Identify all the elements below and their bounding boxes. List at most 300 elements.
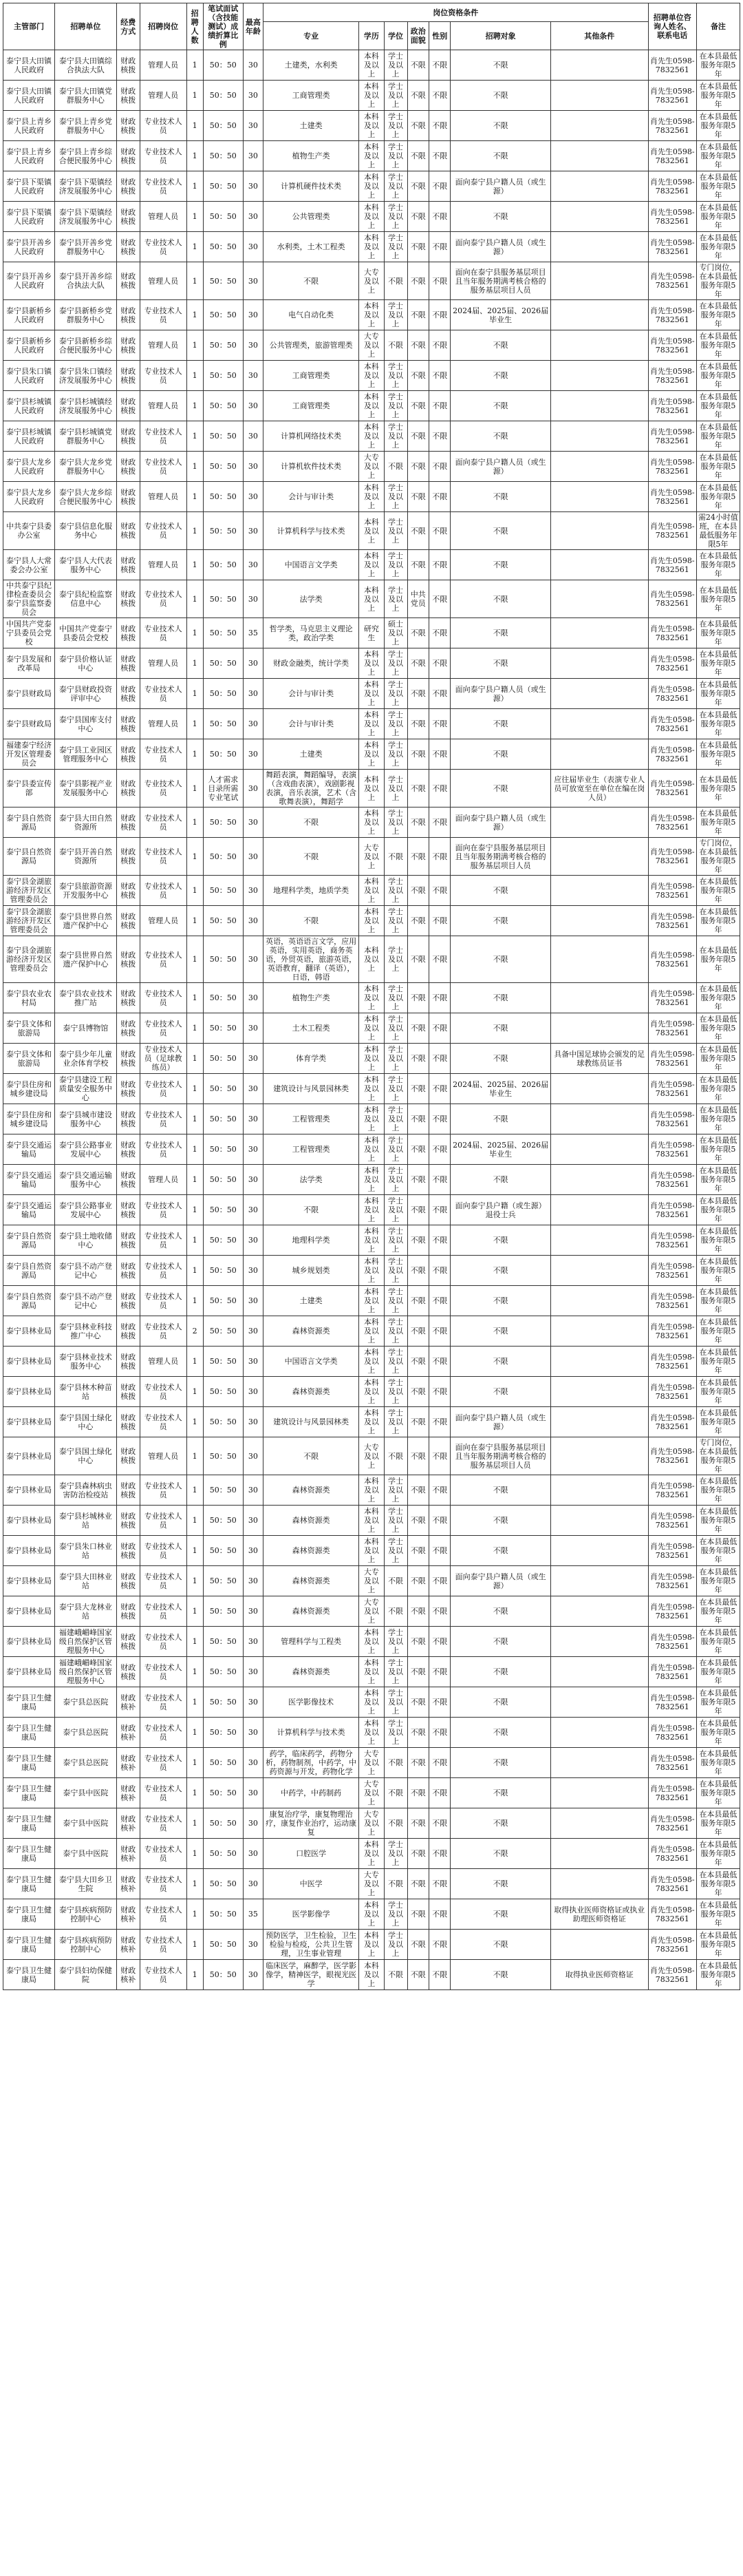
cell-target: 不限	[451, 1899, 550, 1930]
cell-count: 1	[186, 300, 203, 330]
cell-unit: 泰宁县世界自然遗产保护中心	[55, 936, 117, 983]
cell-other	[550, 1377, 648, 1407]
cell-major: 公共管理类	[263, 202, 358, 232]
cell-other	[550, 648, 648, 679]
cell-contact: 肖先生0598-7832561	[648, 679, 696, 709]
cell-target: 2024届、2025届、2026届毕业生	[451, 1074, 550, 1104]
cell-contact: 肖先生0598-7832561	[648, 1316, 696, 1347]
cell-political: 不限	[407, 550, 429, 580]
col-header-target: 招聘对象	[451, 22, 550, 50]
cell-other	[550, 1475, 648, 1506]
cell-gender: 不限	[429, 1808, 451, 1839]
cell-target: 不限	[451, 1718, 550, 1748]
cell-political: 不限	[407, 1808, 429, 1839]
cell-contact: 肖先生0598-7832561	[648, 1627, 696, 1657]
cell-contact: 肖先生0598-7832561	[648, 452, 696, 482]
cell-age: 30	[243, 1808, 263, 1839]
cell-edu: 本科及以上	[359, 1377, 384, 1407]
cell-major: 不限	[263, 262, 358, 300]
cell-major: 法学类	[263, 580, 358, 618]
cell-major: 工商管理类	[263, 81, 358, 111]
table-row	[3, 81, 740, 111]
cell-ratio: 50：50	[203, 936, 243, 983]
cell-degree: 学士及以上	[384, 770, 407, 807]
cell-major: 建筑设计与风景园林类	[263, 1407, 358, 1437]
cell-age: 30	[243, 452, 263, 482]
table-row	[3, 1960, 740, 1990]
cell-funding: 财政核拨	[116, 1347, 140, 1377]
cell-major: 森林资源类	[263, 1596, 358, 1627]
cell-contact: 肖先生0598-7832561	[648, 618, 696, 648]
cell-gender: 不限	[429, 936, 451, 983]
cell-other	[550, 1407, 648, 1437]
table-row	[3, 838, 740, 876]
cell-funding: 财政核拨	[116, 81, 140, 111]
cell-contact: 肖先生0598-7832561	[648, 391, 696, 421]
cell-unit: 泰宁县公路事业发展中心	[55, 1134, 117, 1165]
cell-funding: 财政核拨	[116, 936, 140, 983]
cell-count: 1	[186, 1506, 203, 1536]
cell-political: 不限	[407, 1657, 429, 1687]
cell-other	[550, 1134, 648, 1165]
cell-political: 不限	[407, 1074, 429, 1104]
cell-count: 1	[186, 1536, 203, 1566]
cell-count: 1	[186, 709, 203, 739]
cell-gender: 不限	[429, 300, 451, 330]
cell-count: 1	[186, 1748, 203, 1778]
cell-degree: 学士及以上	[384, 1195, 407, 1225]
cell-political: 不限	[407, 1347, 429, 1377]
cell-political: 不限	[407, 983, 429, 1013]
cell-funding: 财政核拨	[116, 1475, 140, 1506]
cell-remark: 在本县最低服务年限5年	[696, 300, 740, 330]
cell-degree: 硕士及以上	[384, 618, 407, 648]
cell-age: 30	[243, 1407, 263, 1437]
cell-unit: 泰宁县工业园区管理服务中心	[55, 739, 117, 770]
cell-remark: 在本县最低服务年限5年	[696, 1687, 740, 1718]
cell-funding: 财政核拨	[116, 141, 140, 171]
col-header-gender: 性别	[429, 22, 451, 50]
cell-post: 专业技术人员	[140, 1074, 186, 1104]
cell-major: 水利类，土木工程类	[263, 232, 358, 262]
cell-political: 不限	[407, 679, 429, 709]
cell-contact: 肖先生0598-7832561	[648, 81, 696, 111]
cell-other	[550, 618, 648, 648]
cell-count: 1	[186, 50, 203, 81]
cell-post: 专业技术人员	[140, 739, 186, 770]
cell-gender: 不限	[429, 1960, 451, 1990]
cell-ratio: 50：50	[203, 1286, 243, 1316]
cell-other	[550, 1596, 648, 1627]
cell-other	[550, 807, 648, 838]
cell-degree: 学士及以上	[384, 391, 407, 421]
cell-dept: 泰宁县住房和城乡建设局	[3, 1104, 55, 1134]
cell-target: 不限	[451, 202, 550, 232]
cell-other	[550, 1286, 648, 1316]
cell-unit: 泰宁县开善自然资源所	[55, 838, 117, 876]
cell-dept: 泰宁县林业局	[3, 1437, 55, 1475]
cell-edu: 本科及以上	[359, 770, 384, 807]
cell-gender: 不限	[429, 171, 451, 202]
col-header-count: 招聘人数	[186, 3, 203, 50]
cell-degree: 学士及以上	[384, 679, 407, 709]
cell-contact: 肖先生0598-7832561	[648, 111, 696, 141]
cell-edu: 大专及以上	[359, 1596, 384, 1627]
cell-edu: 本科及以上	[359, 232, 384, 262]
cell-political: 不限	[407, 770, 429, 807]
cell-funding: 财政核拨	[116, 482, 140, 512]
cell-ratio: 50：50	[203, 580, 243, 618]
table-row	[3, 1377, 740, 1407]
table-row	[3, 1104, 740, 1134]
cell-edu: 大专及以上	[359, 452, 384, 482]
cell-political: 不限	[407, 936, 429, 983]
table-row	[3, 983, 740, 1013]
cell-post: 管理人员	[140, 262, 186, 300]
table-row	[3, 1930, 740, 1960]
cell-major: 计算机科学与技术类	[263, 1718, 358, 1748]
cell-gender: 不限	[429, 452, 451, 482]
cell-dept: 泰宁县卫生健康局	[3, 1930, 55, 1960]
cell-degree: 学士及以上	[384, 1627, 407, 1657]
cell-political: 不限	[407, 482, 429, 512]
cell-post: 专业技术人员	[140, 983, 186, 1013]
cell-degree: 学士及以上	[384, 1134, 407, 1165]
cell-political: 不限	[407, 1225, 429, 1256]
cell-gender: 不限	[429, 232, 451, 262]
cell-target: 面向泰宁县户籍（或生源）退役士兵	[451, 1195, 550, 1225]
cell-funding: 财政核拨	[116, 580, 140, 618]
cell-gender: 不限	[429, 1869, 451, 1899]
cell-dept: 泰宁县卫生健康局	[3, 1839, 55, 1869]
cell-unit: 泰宁县下渠镇经济发展服务中心	[55, 171, 117, 202]
table-row	[3, 550, 740, 580]
cell-remark: 在本县最低服务年限5年	[696, 648, 740, 679]
cell-edu: 本科及以上	[359, 1013, 384, 1044]
cell-contact: 肖先生0598-7832561	[648, 421, 696, 452]
cell-ratio: 50：50	[203, 1407, 243, 1437]
cell-ratio: 50：50	[203, 1930, 243, 1960]
cell-edu: 本科及以上	[359, 1839, 384, 1869]
cell-degree: 不限	[384, 1748, 407, 1778]
cell-other	[550, 1256, 648, 1286]
cell-remark: 在本县最低服务年限5年	[696, 202, 740, 232]
cell-other	[550, 1778, 648, 1808]
cell-post: 专业技术人员	[140, 876, 186, 906]
table-row	[3, 1437, 740, 1475]
cell-political: 不限	[407, 262, 429, 300]
cell-count: 1	[186, 648, 203, 679]
cell-edu: 本科及以上	[359, 1718, 384, 1748]
cell-count: 1	[186, 1165, 203, 1195]
cell-gender: 不限	[429, 1687, 451, 1718]
cell-degree: 学士及以上	[384, 1657, 407, 1687]
cell-funding: 财政核拨	[116, 1225, 140, 1256]
cell-funding: 财政核拨	[116, 1074, 140, 1104]
cell-dept: 泰宁县开善乡人民政府	[3, 262, 55, 300]
cell-other	[550, 580, 648, 618]
cell-ratio: 50：50	[203, 679, 243, 709]
cell-dept: 泰宁县林业局	[3, 1475, 55, 1506]
cell-gender: 不限	[429, 838, 451, 876]
cell-gender: 不限	[429, 1748, 451, 1778]
cell-contact: 肖先生0598-7832561	[648, 1013, 696, 1044]
col-header-other: 其他条件	[550, 22, 648, 50]
cell-post: 管理人员	[140, 906, 186, 936]
cell-target: 不限	[451, 906, 550, 936]
cell-ratio: 50：50	[203, 512, 243, 550]
cell-post: 专业技术人员	[140, 1687, 186, 1718]
cell-age: 30	[243, 1627, 263, 1657]
cell-remark: 在本县最低服务年限5年	[696, 50, 740, 81]
cell-unit: 泰宁县价格认证中心	[55, 648, 117, 679]
cell-remark: 在本县最低服务年限5年	[696, 550, 740, 580]
col-header-degree: 学位	[384, 22, 407, 50]
cell-remark: 在本县最低服务年限5年	[696, 1748, 740, 1778]
cell-remark: 在本县最低服务年限5年	[696, 618, 740, 648]
cell-age: 30	[243, 936, 263, 983]
table-row	[3, 876, 740, 906]
cell-count: 1	[186, 679, 203, 709]
cell-unit: 泰宁县中医院	[55, 1839, 117, 1869]
cell-dept: 福建泰宁经济开发区管理委员会	[3, 739, 55, 770]
cell-target: 不限	[451, 1627, 550, 1657]
cell-edu: 本科及以上	[359, 807, 384, 838]
cell-degree: 学士及以上	[384, 1506, 407, 1536]
cell-dept: 泰宁县农业农村局	[3, 983, 55, 1013]
cell-political: 不限	[407, 906, 429, 936]
cell-other	[550, 452, 648, 482]
cell-funding: 财政核拨	[116, 1165, 140, 1195]
cell-unit: 泰宁县不动产登记中心	[55, 1286, 117, 1316]
cell-degree: 学士及以上	[384, 1165, 407, 1195]
cell-edu: 本科及以上	[359, 1134, 384, 1165]
cell-funding: 财政核拨	[116, 648, 140, 679]
cell-ratio: 50：50	[203, 739, 243, 770]
cell-edu: 本科及以上	[359, 1536, 384, 1566]
cell-other	[550, 1165, 648, 1195]
cell-major: 药学，临床药学，药物分析，药物制剂，中药学，中药资源与开发，药物化学	[263, 1748, 358, 1778]
cell-degree: 不限	[384, 1869, 407, 1899]
cell-target: 不限	[451, 1960, 550, 1990]
cell-post: 管理人员	[140, 1347, 186, 1377]
cell-age: 30	[243, 739, 263, 770]
cell-contact: 肖先生0598-7832561	[648, 262, 696, 300]
cell-major: 城乡规划类	[263, 1256, 358, 1286]
col-header-post: 招聘岗位	[140, 3, 186, 50]
cell-unit: 泰宁县森林病虫害防治检疫站	[55, 1475, 117, 1506]
cell-contact: 肖先生0598-7832561	[648, 361, 696, 391]
cell-ratio: 50：50	[203, 1104, 243, 1134]
cell-edu: 本科及以上	[359, 141, 384, 171]
cell-count: 1	[186, 1347, 203, 1377]
cell-other: 取得执业医师资格证	[550, 1960, 648, 1990]
cell-ratio: 50：50	[203, 1225, 243, 1256]
cell-remark: 专门岗位，在本县最低服务年限5年	[696, 262, 740, 300]
cell-gender: 不限	[429, 618, 451, 648]
cell-gender: 不限	[429, 1256, 451, 1286]
table-row	[3, 50, 740, 81]
cell-post: 专业技术人员	[140, 1566, 186, 1596]
cell-political: 不限	[407, 300, 429, 330]
cell-funding: 财政核拨	[116, 111, 140, 141]
cell-gender: 不限	[429, 770, 451, 807]
cell-age: 30	[243, 1347, 263, 1377]
cell-target: 不限	[451, 330, 550, 361]
cell-degree: 学士及以上	[384, 81, 407, 111]
cell-count: 1	[186, 770, 203, 807]
cell-dept: 泰宁县林业局	[3, 1506, 55, 1536]
cell-age: 30	[243, 330, 263, 361]
cell-dept: 泰宁县下渠镇人民政府	[3, 202, 55, 232]
cell-dept: 泰宁县林业局	[3, 1596, 55, 1627]
table-row	[3, 512, 740, 550]
cell-major: 公共管理类，旅游管理类	[263, 330, 358, 361]
cell-political: 不限	[407, 330, 429, 361]
cell-ratio: 50：50	[203, 202, 243, 232]
cell-ratio: 50：50	[203, 482, 243, 512]
cell-unit: 泰宁县杉城林业站	[55, 1506, 117, 1536]
cell-dept: 泰宁县上青乡人民政府	[3, 141, 55, 171]
col-header-edu: 学历	[359, 22, 384, 50]
cell-edu: 本科及以上	[359, 1256, 384, 1286]
cell-funding: 财政核拨	[116, 1566, 140, 1596]
cell-major: 地理科学类，地质学类	[263, 876, 358, 906]
cell-edu: 本科及以上	[359, 1475, 384, 1506]
cell-count: 1	[186, 1407, 203, 1437]
cell-count: 1	[186, 1377, 203, 1407]
cell-post: 专业技术人员	[140, 1407, 186, 1437]
cell-count: 1	[186, 330, 203, 361]
cell-count: 1	[186, 421, 203, 452]
cell-post: 专业技术人员（足球教练员）	[140, 1044, 186, 1074]
cell-other	[550, 983, 648, 1013]
cell-count: 1	[186, 141, 203, 171]
cell-age: 30	[243, 421, 263, 452]
cell-gender: 不限	[429, 262, 451, 300]
cell-ratio: 50：50	[203, 232, 243, 262]
cell-unit: 泰宁县信息化服务中心	[55, 512, 117, 550]
cell-count: 1	[186, 1869, 203, 1899]
cell-unit: 泰宁县国土绿化中心	[55, 1407, 117, 1437]
cell-other	[550, 171, 648, 202]
cell-contact: 肖先生0598-7832561	[648, 709, 696, 739]
table-row	[3, 906, 740, 936]
cell-contact: 肖先生0598-7832561	[648, 1687, 696, 1718]
cell-count: 1	[186, 1687, 203, 1718]
cell-unit: 泰宁县林木种苗站	[55, 1377, 117, 1407]
cell-age: 30	[243, 300, 263, 330]
cell-other	[550, 1808, 648, 1839]
cell-funding: 财政核拨	[116, 1286, 140, 1316]
cell-target: 面向在泰宁县服务基层项目且当年服务期满考核合格的服务基层项目人员	[451, 838, 550, 876]
cell-edu: 大专及以上	[359, 838, 384, 876]
cell-political: 不限	[407, 1165, 429, 1195]
cell-dept: 中共泰宁县纪律检查委员会泰宁县监察委员会	[3, 580, 55, 618]
cell-count: 1	[186, 1596, 203, 1627]
cell-political: 不限	[407, 876, 429, 906]
cell-degree: 学士及以上	[384, 232, 407, 262]
cell-ratio: 人才需求目录所需专业笔试	[203, 770, 243, 807]
cell-major: 森林资源类	[263, 1536, 358, 1566]
cell-dept: 泰宁县金湖旅游经济开发区管理委员会	[3, 936, 55, 983]
table-row	[3, 936, 740, 983]
cell-edu: 本科及以上	[359, 580, 384, 618]
cell-major: 工程管理类	[263, 1104, 358, 1134]
cell-ratio: 50：50	[203, 330, 243, 361]
cell-contact: 肖先生0598-7832561	[648, 1718, 696, 1748]
cell-degree: 学士及以上	[384, 876, 407, 906]
table-row	[3, 807, 740, 838]
cell-funding: 财政核拨	[116, 1407, 140, 1437]
cell-contact: 肖先生0598-7832561	[648, 1134, 696, 1165]
cell-edu: 本科及以上	[359, 876, 384, 906]
cell-count: 1	[186, 1930, 203, 1960]
cell-funding: 财政核拨	[116, 1657, 140, 1687]
cell-target: 面向泰宁县户籍人员（或生源）	[451, 679, 550, 709]
cell-gender: 不限	[429, 876, 451, 906]
col-header-major: 专业	[263, 22, 358, 50]
cell-target: 不限	[451, 1536, 550, 1566]
cell-degree: 学士及以上	[384, 421, 407, 452]
cell-ratio: 50：50	[203, 1437, 243, 1475]
cell-ratio: 50：50	[203, 361, 243, 391]
cell-major: 土建类	[263, 739, 358, 770]
cell-major: 体育学类	[263, 1044, 358, 1074]
cell-funding: 财政核拨	[116, 1437, 140, 1475]
cell-dept: 泰宁县林业局	[3, 1657, 55, 1687]
cell-remark: 在本县最低服务年限5年	[696, 171, 740, 202]
cell-age: 30	[243, 876, 263, 906]
cell-unit: 泰宁县开善乡党群服务中心	[55, 232, 117, 262]
cell-other	[550, 361, 648, 391]
cell-edu: 本科及以上	[359, 361, 384, 391]
cell-post: 专业技术人员	[140, 838, 186, 876]
cell-dept: 泰宁县开善乡人民政府	[3, 232, 55, 262]
cell-major: 土木工程类	[263, 1013, 358, 1044]
cell-major: 中国语言文学类	[263, 550, 358, 580]
cell-major: 会计与审计类	[263, 679, 358, 709]
cell-gender: 不限	[429, 1074, 451, 1104]
cell-unit: 泰宁县交通运输服务中心	[55, 1165, 117, 1195]
cell-other	[550, 1316, 648, 1347]
cell-post: 专业技术人员	[140, 1286, 186, 1316]
cell-target: 不限	[451, 1748, 550, 1778]
cell-gender: 不限	[429, 1316, 451, 1347]
cell-target: 面向泰宁县户籍人员（或生源）	[451, 1407, 550, 1437]
cell-edu: 本科及以上	[359, 171, 384, 202]
cell-other	[550, 1748, 648, 1778]
cell-post: 专业技术人员	[140, 512, 186, 550]
cell-remark: 在本县最低服务年限5年	[696, 983, 740, 1013]
cell-major: 康复治疗学，康复物理治疗，康复作业治疗，运动康复	[263, 1808, 358, 1839]
cell-age: 30	[243, 1165, 263, 1195]
cell-degree: 学士及以上	[384, 111, 407, 141]
cell-post: 专业技术人员	[140, 1899, 186, 1930]
cell-remark: 在本县最低服务年限5年	[696, 679, 740, 709]
cell-other: 取得执业医师资格证或执业助理医师资格证	[550, 1899, 648, 1930]
cell-edu: 本科及以上	[359, 482, 384, 512]
cell-dept: 泰宁县文体和旅游局	[3, 1044, 55, 1074]
cell-contact: 肖先生0598-7832561	[648, 1960, 696, 1990]
table-row	[3, 1869, 740, 1899]
cell-count: 1	[186, 1475, 203, 1506]
cell-degree: 学士及以上	[384, 983, 407, 1013]
cell-unit: 福建峨嵋峰国家级自然保护区管理服务中心	[55, 1627, 117, 1657]
cell-major: 森林资源类	[263, 1657, 358, 1687]
cell-dept: 泰宁县委宣传部	[3, 770, 55, 807]
cell-ratio: 50：50	[203, 1475, 243, 1506]
